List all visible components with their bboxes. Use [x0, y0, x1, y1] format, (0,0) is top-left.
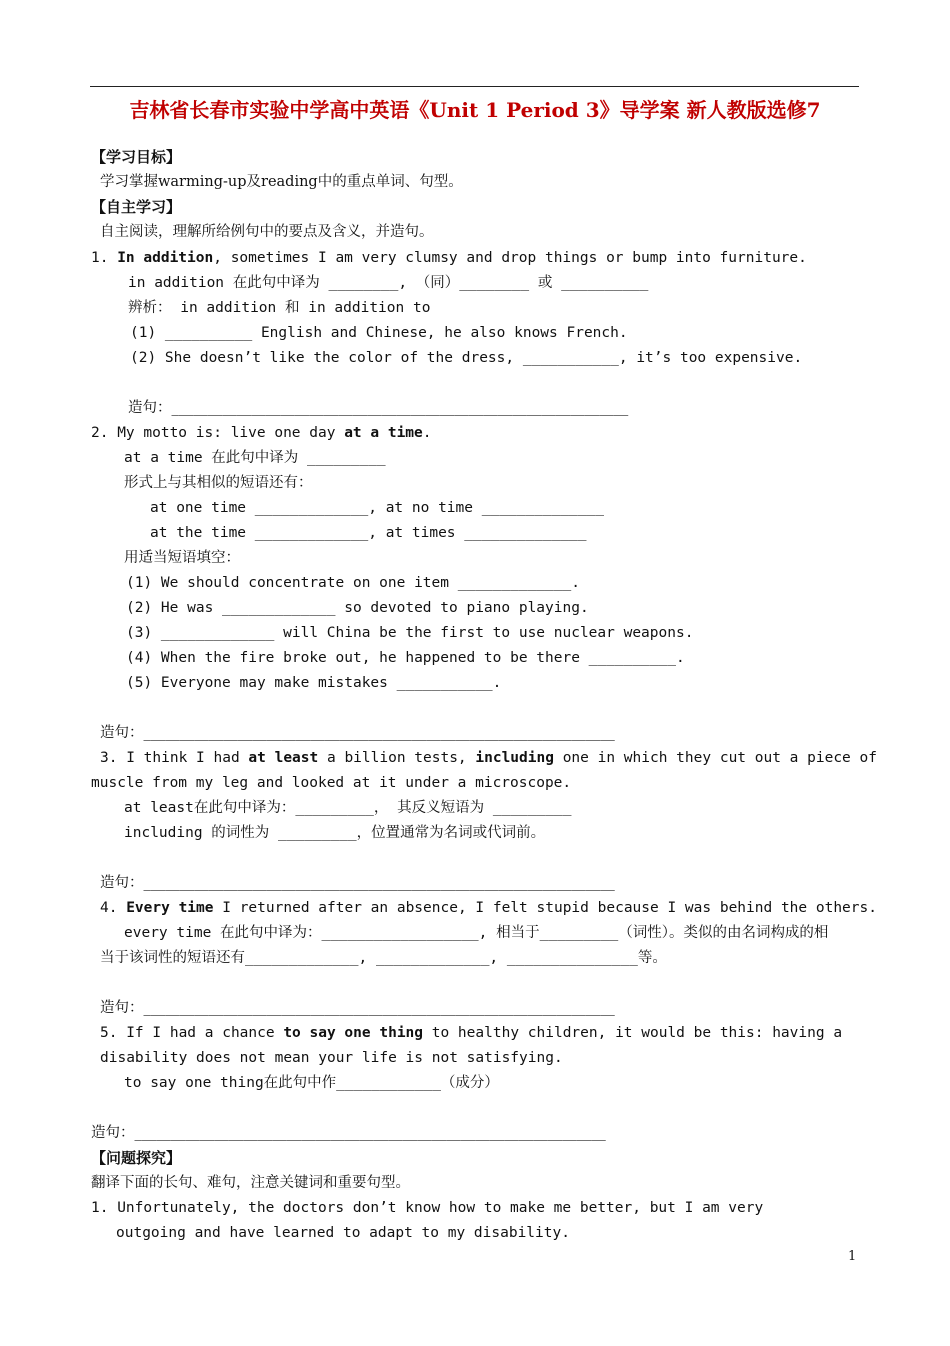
- q2-translate-line: at a time 在此句中译为 _________: [124, 450, 386, 466]
- q2-phrases-row-1: at one time _____________, at no time ______________: [150, 500, 604, 516]
- q2-exercise-2: (2) He was _____________ so devoted to piano playing.: [126, 600, 589, 616]
- q1-keyphrase: In addition: [117, 250, 214, 266]
- section-heading-explore: 【问题探究】: [91, 1149, 182, 1167]
- q3-sentence: [100, 748, 877, 768]
- q4-sentence-pre: 4.: [100, 900, 127, 916]
- q4-translate-line: every time 在此句中译为：__________________, 相当于_________（词性）。类似的由名词构成的相: [124, 925, 829, 941]
- q2-fill-instruction: 用适当短语填空：: [124, 550, 240, 566]
- q3-keyphrase-1: at least: [248, 750, 319, 766]
- q4-keyphrase: Every time: [126, 900, 214, 916]
- q1-compare-line: 辨析： in addition 和 in addition to: [128, 300, 431, 316]
- q3-sentence-pre: 3. I think I had: [100, 750, 249, 766]
- explore-text: 翻译下面的长句、难句，注意关键词和重要句型。: [91, 1175, 410, 1191]
- q1-make-sentence: 造句：_______________________________________________________________: [128, 400, 629, 416]
- q4-make-sentence: 造句：_________________________________________________________________: [100, 1000, 615, 1016]
- q3-sentence-cont: muscle from my leg and looked at it under a microscope.: [91, 775, 572, 791]
- q3-translate-line: at least在此句中译为：_________， 其反义短语为 _________: [124, 800, 572, 816]
- q2-exercise-5: (5) Everyone may make mistakes ___________.: [126, 675, 502, 691]
- q4-sentence: [100, 898, 877, 918]
- translation-item-1: 1. Unfortunately, the doctors don’t know how to make me better, but I am very: [91, 1200, 764, 1216]
- q4-sentence-post: I returned after an absence, I felt stupid because I was behind the others.: [213, 900, 877, 916]
- page-title: 吉林省长春市实验中学高中英语《Unit 1 Period 3》导学案 新人教版选修7: [129, 98, 821, 122]
- q2-sentence-pre: My motto is: live one day: [117, 425, 345, 441]
- q1-sentence-rest: , sometimes I am very clumsy and drop things or bump into furniture.: [213, 250, 807, 266]
- q2-exercise-3: (3) _____________ will China be the first to use nuclear weapons.: [126, 625, 694, 641]
- q5-function-line: to say one thing在此句中作____________（成分）: [124, 1075, 499, 1091]
- header-rule: [90, 86, 859, 87]
- q1-exercise-2: (2) She doesn’t like the color of the dress, ___________, it’s too expensive.: [130, 350, 803, 366]
- q5-sentence-post: to healthy children, it would be this: having a: [423, 1025, 843, 1041]
- q2-similar-line: 形式上与其相似的短语还有：: [124, 475, 313, 491]
- q5-sentence-pre: 5. If I had a chance: [100, 1025, 284, 1041]
- q3-sentence-mid: a billion tests,: [318, 750, 476, 766]
- q2-sentence-post: .: [422, 425, 432, 441]
- q2-exercise-4: (4) When the fire broke out, he happened to be there __________.: [126, 650, 685, 666]
- q2-number: 2.: [91, 425, 109, 441]
- q4-phrases-line: 当于该词性的短语还有_____________, _____________, _______________等。: [100, 950, 667, 966]
- q5-make-sentence: 造句：_________________________________________________________________: [91, 1125, 606, 1141]
- q3-make-sentence: 造句：_________________________________________________________________: [100, 875, 615, 891]
- q1-sentence: [91, 248, 807, 268]
- goals-text: 学习掌握warming-up及reading中的重点单词、句型。: [100, 174, 463, 190]
- q2-phrases-row-2: at the time _____________, at times ______________: [150, 525, 587, 541]
- q1-number: 1.: [91, 250, 109, 266]
- section-heading-self-study: 【自主学习】: [91, 198, 182, 216]
- q5-sentence: [100, 1023, 842, 1043]
- q5-sentence-cont: disability does not mean your life is not satisfying.: [100, 1050, 563, 1066]
- q2-sentence: [91, 423, 432, 443]
- q2-make-sentence: 造句：_________________________________________________________________: [100, 725, 615, 741]
- q3-sentence-post: one in which they cut out a piece of: [553, 750, 877, 766]
- q2-exercise-1: (1) We should concentrate on one item _____________.: [126, 575, 580, 591]
- q3-pos-line: including 的词性为 _________，位置通常为名词或代词前。: [124, 825, 546, 841]
- translation-item-1-cont: outgoing and have learned to adapt to my disability.: [116, 1225, 570, 1241]
- q2-keyphrase: at a time: [344, 425, 423, 441]
- q1-translate-line: in addition 在此句中译为 ________, （同）________ 或 __________: [128, 275, 649, 291]
- q5-keyphrase: to say one thing: [283, 1025, 424, 1041]
- section-heading-goals: 【学习目标】: [91, 148, 182, 166]
- q1-exercise-1: (1) __________ English and Chinese, he also knows French.: [130, 325, 628, 341]
- self-study-text: 自主阅读，理解所给例句中的要点及含义，并造句。: [100, 224, 434, 240]
- q3-keyphrase-2: including: [475, 750, 554, 766]
- page-number: 1: [848, 1249, 857, 1264]
